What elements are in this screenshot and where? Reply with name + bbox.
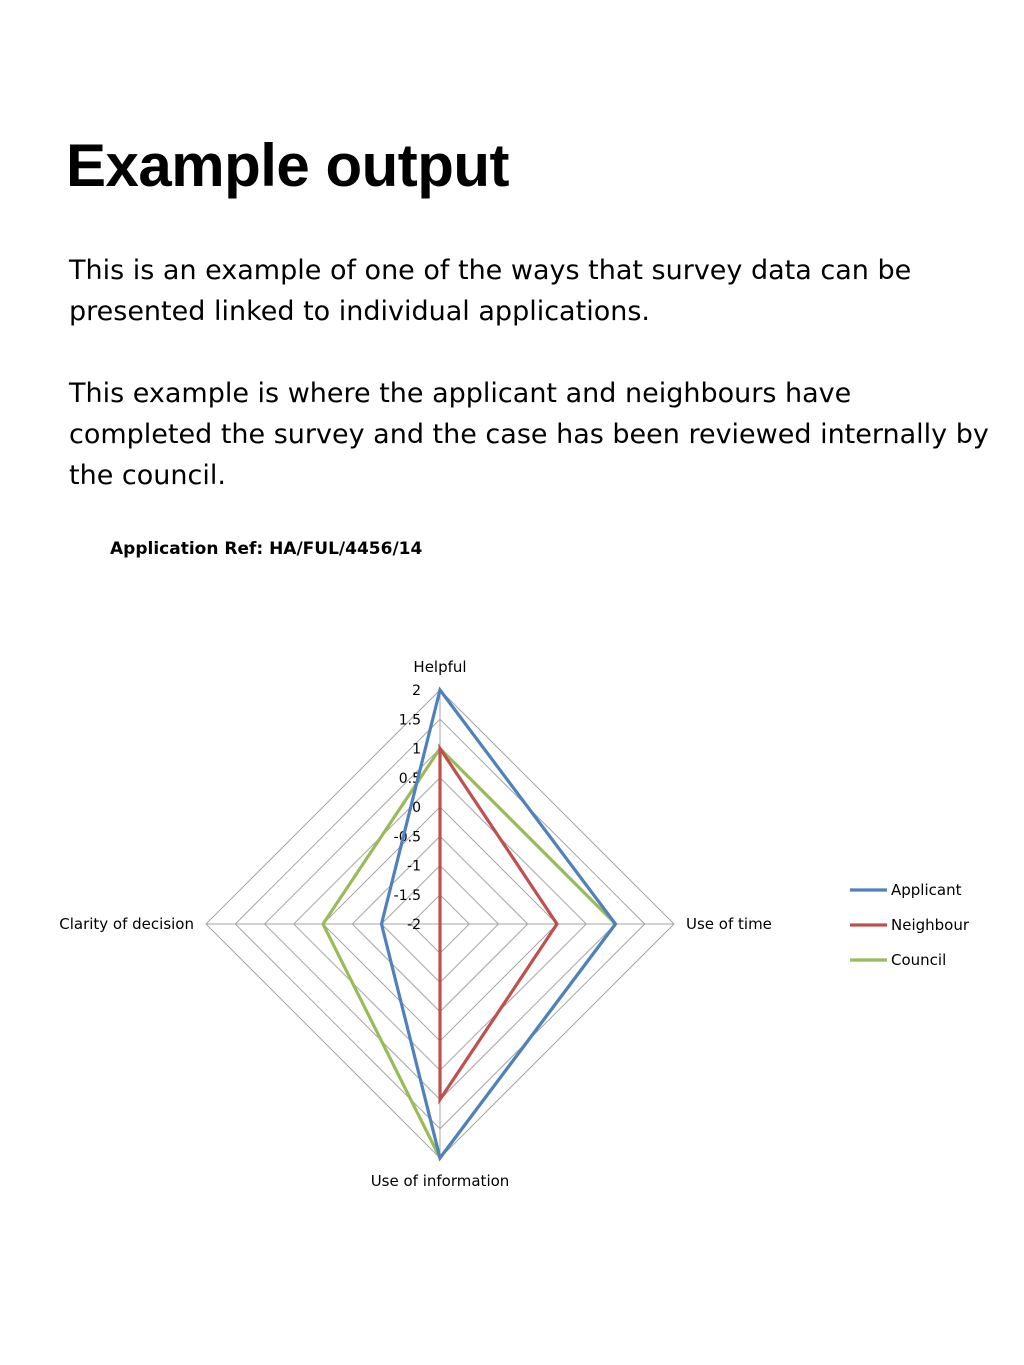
intro-paragraph: This is an example of one of the ways that survey data can be presented linked to individual applications. — [69, 255, 912, 327]
radar-chart — [0, 600, 1024, 1240]
tick-label: -1 — [407, 858, 421, 875]
legend-label-council: Council — [891, 951, 947, 969]
tick-label: 1.5 — [398, 712, 421, 729]
axis-label-clarity-of-decision: Clarity of decision — [59, 915, 194, 933]
legend-label-applicant: Applicant — [891, 881, 962, 899]
tick-label: -0.5 — [393, 829, 421, 846]
tick-label: -2 — [407, 917, 421, 933]
radar-tick-labels — [394, 683, 421, 933]
application-ref: Application Ref: HA/FUL/4456/14 — [110, 539, 423, 559]
tick-label: 0.5 — [398, 770, 421, 787]
example-paragraph: This example is where the applicant and neighbours have completed the survey and the case has been reviewed internally by the council. — [69, 378, 989, 491]
axis-label-helpful: Helpful — [413, 658, 467, 676]
tick-label: 0 — [412, 800, 421, 816]
tick-label: -1.5 — [393, 887, 421, 904]
page-title: Example output — [66, 132, 510, 199]
tick-label: 1 — [412, 741, 421, 758]
axis-label-use-of-time: Use of time — [686, 915, 772, 933]
chart-legend — [850, 881, 970, 969]
legend-label-neighbour: Neighbour — [891, 916, 970, 934]
tick-label: 2 — [412, 683, 421, 699]
axis-label-use-of-information: Use of information — [370, 1172, 510, 1190]
